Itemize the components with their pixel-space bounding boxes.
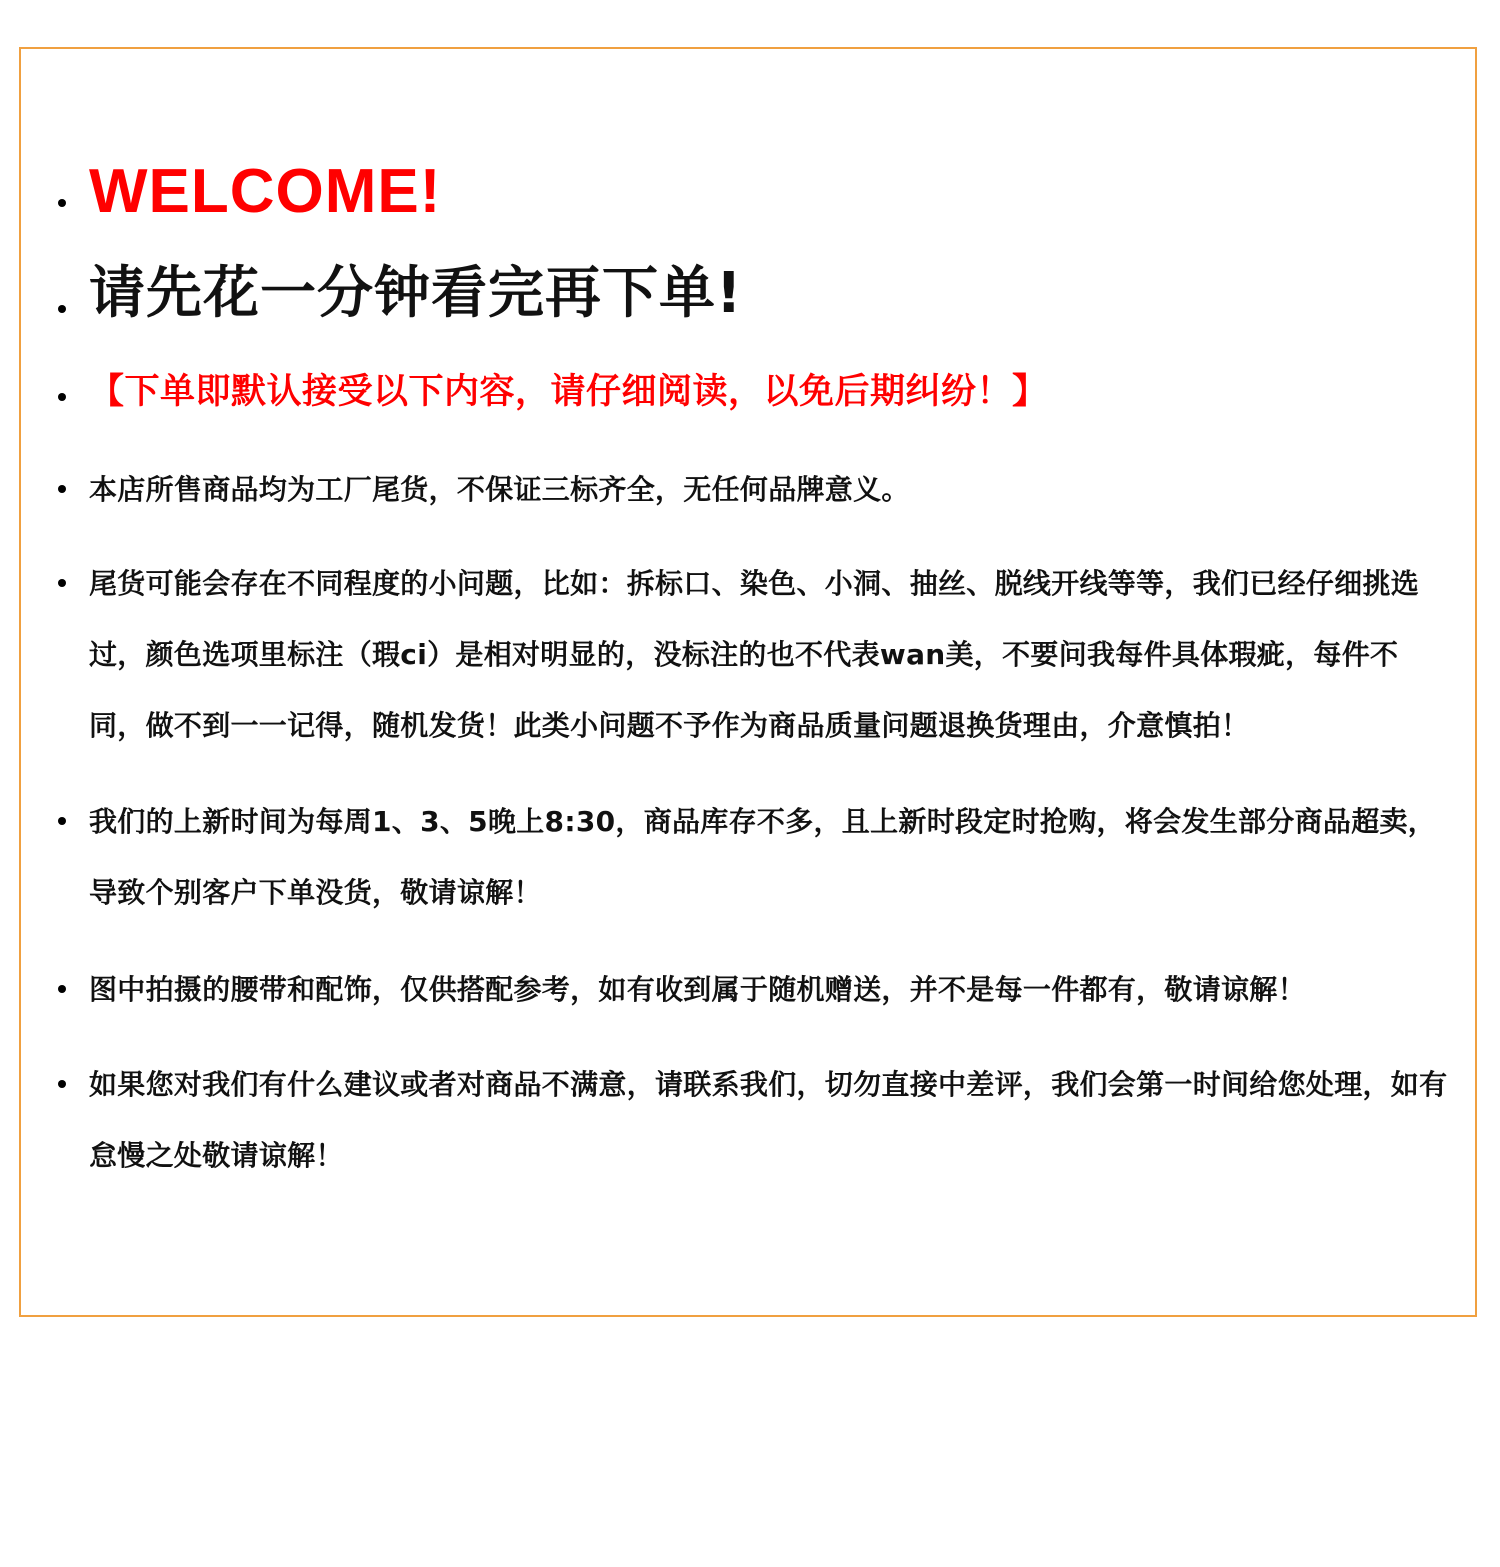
red-notice-text: 【下单即默认接受以下内容，请仔细阅读，以免后期纠纷！】 [89,372,1048,412]
welcome-heading: WELCOME! [89,157,442,226]
red-notice-item [89,367,1449,417]
notice-item-text: 本店所售商品均为工厂尾货，不保证三标齐全，无任何品牌意义。 [89,473,910,506]
notice-box [19,47,1477,1317]
bullet-icon [58,485,66,493]
headline-text: 请先花一分钟看完再下单! [89,261,743,326]
bullet-icon [58,393,66,401]
bullet-icon [58,985,66,993]
notice-item [89,954,1449,1025]
notice-item [89,1049,1449,1191]
bullet-icon [58,817,66,825]
notice-item-text: 如果您对我们有什么建议或者对商品不满意，请联系我们，切勿直接中差评，我们会第一时间给您处理，如有怠慢之处敬请谅解！ [89,1068,1448,1172]
welcome-item [89,157,1449,227]
notice-item [89,454,1449,525]
bullet-icon [58,199,66,207]
bullet-icon [58,305,66,313]
bullet-icon [58,1080,66,1088]
notice-item [89,548,1449,761]
bullet-icon [58,579,66,587]
notice-item-text: 图中拍摄的腰带和配饰，仅供搭配参考，如有收到属于随机赠送，并不是每一件都有，敬请谅解！ [89,973,1306,1006]
headline-item [89,259,1449,329]
notice-item [89,786,1449,928]
notice-item-text: 我们的上新时间为每周1、3、5晚上8:30，商品库存不多，且上新时段定时抢购，将会发生部分商品超卖，导致个别客户下单没货，敬请谅解！ [89,805,1437,909]
notice-item-text: 尾货可能会存在不同程度的小问题，比如：拆标口、染色、小洞、抽丝、脱线开线等等，我们已经仔细挑选过，颜色选项里标注（瑕ci）是相对明显的，没标注的也不代表wan美，不要问我每件具体瑕疵，每件不同，做不到一一记得，随机发货！此类小问题不予作为商品质量问题退换货理由，介意慎拍！ [89,567,1420,742]
